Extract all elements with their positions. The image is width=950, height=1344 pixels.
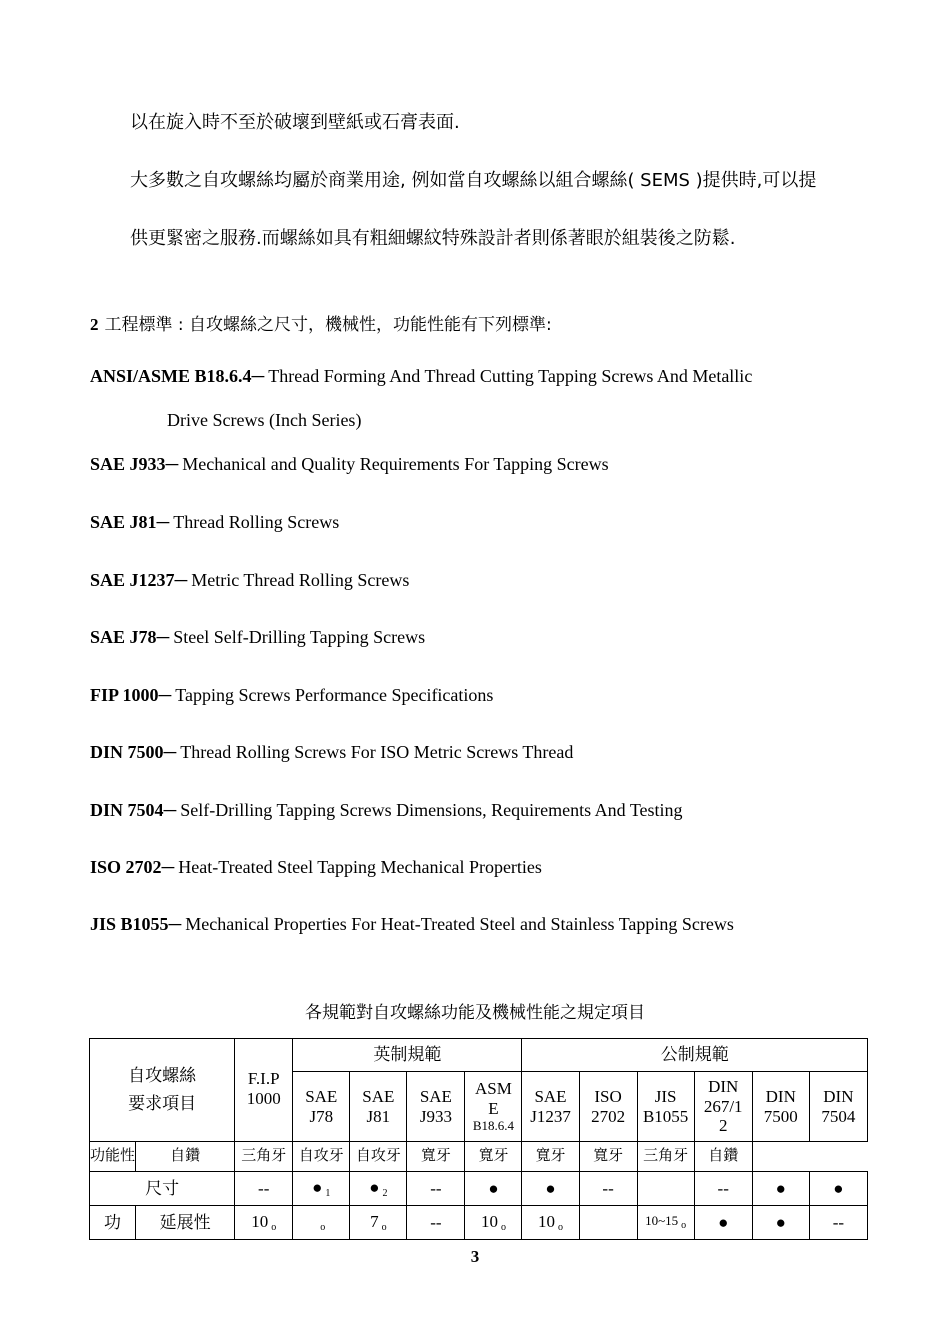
standard-code: SAE J1237 [90, 570, 175, 590]
dash: ─ [251, 366, 265, 386]
value-cell [637, 1206, 694, 1240]
paragraph-2: 大多數之自攻螺絲均屬於商業用途, 例如當自攻螺絲以組合螺絲( SEMS )提供時,可以提 [130, 170, 817, 191]
column-header-line: J933 [419, 1106, 452, 1126]
dash: ─ [174, 570, 188, 590]
dash: ─ [163, 742, 177, 762]
standard-column-header [465, 1072, 522, 1142]
type-cell: 寬牙 [407, 1142, 465, 1172]
spec-table [89, 1038, 868, 1240]
standard-description: Thread Rolling Screws For ISO Metric Screws Thread [180, 742, 574, 762]
cell-subscript: 1 [325, 1187, 331, 1199]
function-group-label: 功 [90, 1206, 136, 1240]
cell-value: ● [775, 1178, 786, 1198]
type-cell: 自攻牙 [293, 1142, 350, 1172]
dash: ─ [163, 800, 177, 820]
table-caption: 各規範對自攻螺絲功能及機械性能之規定項目 [305, 1003, 645, 1023]
standard-code: DIN 7504 [90, 800, 164, 820]
page-number: 3 [470, 1247, 480, 1266]
standard-item [90, 570, 409, 591]
column-header-line: 2702 [591, 1106, 626, 1126]
cell-subscript: o [271, 1221, 277, 1233]
standard-code: SAE J933 [90, 454, 166, 474]
column-header-line: 2 [718, 1116, 728, 1136]
cell-value: ● [833, 1178, 844, 1198]
value-cell [293, 1206, 350, 1240]
standard-code: SAE J78 [90, 627, 157, 647]
dash: ─ [165, 454, 179, 474]
value-cell [465, 1206, 522, 1240]
fip-line-2: 1000 [246, 1088, 281, 1108]
cell-value: -- [430, 1178, 442, 1198]
value-cell [637, 1172, 694, 1206]
standard-description: Thread Rolling Screws [173, 512, 340, 532]
standard-item [90, 366, 752, 387]
standard-description: Mechanical Properties For Heat-Treated Steel and Stainless Tapping Screws [185, 914, 734, 934]
standard-item [90, 742, 573, 763]
cell-value: 10 [538, 1211, 556, 1231]
value-cell [407, 1206, 465, 1240]
type-row [90, 1142, 868, 1172]
cell-value: 10 [251, 1211, 269, 1231]
column-header-line: SAE [534, 1086, 567, 1106]
cell-value: 10~15 [645, 1212, 679, 1228]
column-header-line: B1055 [642, 1106, 689, 1126]
section-number: 2 [90, 315, 99, 334]
dash: ─ [156, 627, 170, 647]
cell-value: ● [369, 1177, 380, 1197]
cell-subscript: o [681, 1219, 687, 1231]
column-header-line: 7500 [763, 1106, 798, 1126]
standard-description: Tapping Screws Performance Specifications [175, 685, 494, 705]
corner-header [90, 1039, 235, 1142]
paragraph-3: 供更緊密之服務.而螺絲如具有粗細螺紋特殊設計者則係著眼於組裝後之防鬆. [130, 228, 736, 249]
metric-standards-header: 公制規範 [522, 1039, 868, 1072]
cell-value: ● [312, 1177, 323, 1197]
standard-description: Steel Self-Drilling Tapping Screws [173, 627, 426, 647]
standard-description: Metric Thread Rolling Screws [191, 570, 410, 590]
cell-value: ● [545, 1178, 556, 1198]
value-cell [752, 1206, 809, 1240]
type-cell: 寬牙 [465, 1142, 522, 1172]
elongation-label: 延展性 [136, 1206, 235, 1240]
cell-value: -- [832, 1212, 845, 1232]
cell-value: -- [717, 1178, 729, 1198]
column-header-line: J81 [366, 1106, 391, 1126]
dash: ─ [161, 857, 175, 877]
value-cell [694, 1206, 752, 1240]
column-header-line: ISO [594, 1086, 622, 1106]
column-header-line: JIS [654, 1086, 677, 1106]
cell-subscript: o [381, 1221, 387, 1233]
standard-description: Mechanical and Quality Requirements For Tapping Screws [182, 454, 609, 474]
column-header-line: DIN [823, 1086, 854, 1106]
size-label: 尺寸 [90, 1172, 235, 1206]
inch-standards-header: 英制規範 [293, 1039, 522, 1072]
paragraph-1: 以在旋入時不至於破壞到壁紙或石膏表面. [130, 112, 460, 133]
dash: ─ [168, 914, 182, 934]
value-cell [809, 1206, 867, 1240]
column-header-line: 267/1 [703, 1096, 743, 1116]
column-header-line: SAE [362, 1086, 395, 1106]
standard-column-header [522, 1072, 579, 1142]
standard-description-continued: Drive Screws (Inch Series) [167, 410, 362, 430]
standard-item [90, 914, 734, 935]
standard-code: DIN 7500 [90, 742, 164, 762]
value-cell [752, 1172, 809, 1206]
value-cell [522, 1172, 579, 1206]
cell-value: -- [430, 1212, 442, 1232]
cell-value: ● [488, 1178, 499, 1198]
standard-description: Heat-Treated Steel Tapping Mechanical Properties [178, 857, 542, 877]
standard-code: ISO 2702 [90, 857, 162, 877]
cell-value: 10 [480, 1211, 498, 1231]
standard-code: SAE J81 [90, 512, 157, 532]
value-cell [694, 1172, 752, 1206]
standard-column-header [579, 1072, 637, 1142]
cell-subscript: o [558, 1221, 564, 1233]
value-cell [293, 1172, 350, 1206]
column-header-line: ASM [475, 1079, 512, 1099]
value-cell [350, 1172, 407, 1206]
column-header-line: DIN [708, 1077, 739, 1097]
value-cell [235, 1206, 293, 1240]
section-heading [90, 310, 552, 335]
corner-line-2: 要求項目 [128, 1094, 197, 1113]
standard-item [90, 627, 425, 648]
section-title: 工程標準 : 自攻螺絲之尺寸，機械性，功能性能有下列標準: [104, 315, 552, 335]
fip-line-1: F.I.P [247, 1069, 280, 1088]
cell-value: -- [258, 1178, 270, 1198]
column-header-line: SAE [419, 1086, 452, 1106]
standard-description: Thread Forming And Thread Cutting Tapping Screws And Metallic [268, 366, 753, 386]
dash: ─ [156, 512, 170, 532]
cell-value: ● [718, 1212, 729, 1232]
type-cell: 自鑽 [136, 1142, 235, 1172]
value-cell [465, 1172, 522, 1206]
column-header-line: 7504 [821, 1106, 856, 1126]
elongation-row [90, 1206, 868, 1240]
column-header-line: J78 [309, 1106, 334, 1126]
standard-column-header [407, 1072, 465, 1142]
standard-item [90, 512, 339, 533]
fip-header [235, 1039, 293, 1142]
value-cell [235, 1172, 293, 1206]
column-header-line: DIN [765, 1086, 796, 1106]
cell-subscript: 2 [382, 1187, 388, 1199]
cell-value: 7 [370, 1211, 379, 1231]
standard-item [90, 685, 493, 706]
cell-value: -- [602, 1178, 614, 1198]
standard-code: JIS B1055 [90, 914, 169, 934]
cell-subscript: o [500, 1221, 506, 1233]
standard-column-header [809, 1072, 867, 1142]
value-cell [579, 1206, 637, 1240]
type-cell: 寬牙 [579, 1142, 637, 1172]
standard-description: Self-Drilling Tapping Screws Dimensions, Requirements And Testing [180, 800, 683, 820]
standard-item [90, 454, 609, 475]
cell-subscript: o [320, 1221, 326, 1233]
column-header-line: E [488, 1099, 499, 1119]
value-cell [579, 1172, 637, 1206]
value-cell [522, 1206, 579, 1240]
corner-line-1: 自攻螺絲 [128, 1066, 197, 1086]
value-cell [809, 1172, 867, 1206]
column-header-line: SAE [305, 1086, 338, 1106]
standard-code: FIP 1000 [90, 685, 159, 705]
type-cell: 功能性 [90, 1142, 136, 1172]
type-cell: 三角牙 [637, 1142, 694, 1172]
standard-column-header [752, 1072, 809, 1142]
standard-item [90, 857, 542, 878]
value-cell [350, 1206, 407, 1240]
column-header-line: B18.6.4 [472, 1117, 515, 1133]
standard-column-header [293, 1072, 350, 1142]
standard-column-header [694, 1072, 752, 1142]
type-cell: 自攻牙 [350, 1142, 407, 1172]
dash: ─ [158, 685, 172, 705]
value-cell [407, 1172, 465, 1206]
standard-item [90, 800, 683, 821]
column-header-line: J1237 [530, 1106, 571, 1126]
type-cell: 寬牙 [522, 1142, 579, 1172]
size-row [90, 1172, 868, 1206]
type-cell: 三角牙 [235, 1142, 293, 1172]
standard-column-header [350, 1072, 407, 1142]
standard-column-header [637, 1072, 694, 1142]
type-cell: 自鑽 [694, 1142, 752, 1172]
cell-value: ● [775, 1212, 786, 1232]
standard-code: ANSI/ASME B18.6.4 [90, 366, 252, 386]
